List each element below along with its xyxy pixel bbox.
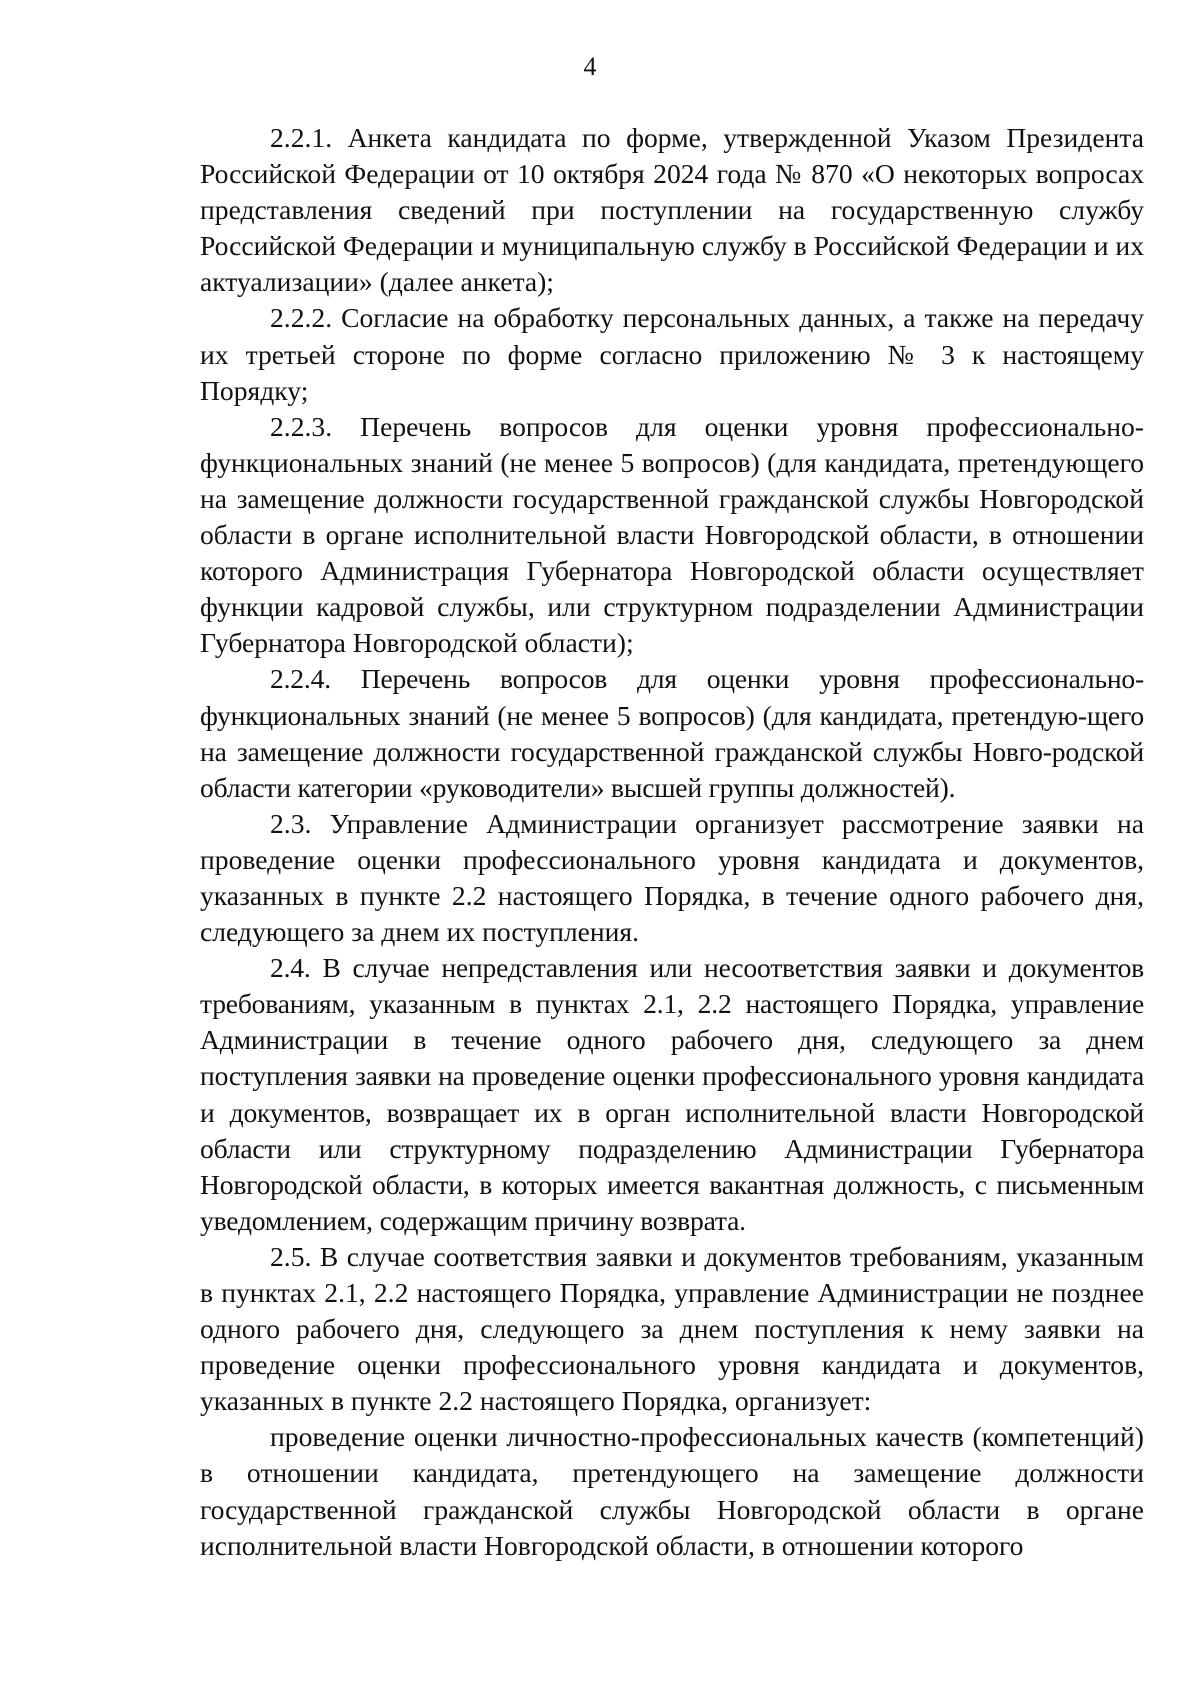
paragraph-2-5: 2.5. В случае соответствия заявки и документов требованиям, указанным в пунктах 2.1, 2.2 настоящего Порядка, управление Администрации не позднее одного рабочего дня, следующего за днем поступления к нему заявки на проведение оценки профессионального уровня кандидата и документов, указанных в пункте 2.2 настоящего Порядка, организует: <box>200 1240 1144 1417</box>
paragraph-2-2-3: 2.2.3. Перечень вопросов для оценки уровня профессионально-функциональных знаний (не менее 5 вопросов) (для кандидата, претендующего на замещение должности государственной гражданской службы Новгородской области в органе исполнительной власти Новгородской области, в отношении которого Администрация Губернатора Новгородской области осуществляет функции кадровой службы, или структурном подразделении Администрации Губернатора Новгородской области); <box>200 410 1144 659</box>
paragraph-2-4: 2.4. В случае непредставления или несоответствия заявки и документов требованиям, указанным в пунктах 2.1, 2.2 настоящего Порядка, управление Администрации в течение одного рабочего дня, следующего за днем поступления заявки на проведение оценки профессионального уровня кандидата и документов, возвращает их в орган исполнительной власти Новгородской области или структурному подразделению Администрации Губернатора Новгородской области, в которых имеется вакантная должность, с письменным уведомлением, содержащим причину возврата. <box>200 952 1144 1236</box>
page-number: 4 <box>583 52 597 81</box>
paragraph-2-2-2: 2.2.2. Согласие на обработку персональных данных, а также на передачу их третьей стороне по форме согласно приложению № 3 к настоящему Порядку; <box>200 302 1144 406</box>
document-body <box>200 120 1144 1564</box>
paragraph-2-2-4: 2.2.4. Перечень вопросов для оценки уровня профессионально-функциональных знаний (не менее 5 вопросов) (для кандидата, претендую-щего на замещение должности государственной гражданской службы Новго-родской области категории «руководители» высшей группы должностей). <box>200 663 1144 803</box>
paragraph-2-2-1: 2.2.1. Анкета кандидата по форме, утвержденной Указом Президента Российской Федерации от 10 октября 2024 года № 870 «О некоторых вопросах представления сведений при поступлении на государственную службу Российской Федерации и муниципальную службу в Российской Федерации и их актуализации» (далее анкета); <box>200 122 1144 298</box>
paragraph-2-3: 2.3. Управление Администрации организует рассмотрение заявки на проведение оценки профессионального уровня кандидата и документов, указанных в пункте 2.2 настоящего Порядка, в течение одного рабочего дня, следующего за днем их поступления. <box>200 807 1144 948</box>
paragraph-2-5-item: проведение оценки личностно-профессиональных качеств (компетенций) в отношении кандидата, претендующего на замещение должности государственной гражданской службы Новгородской области в органе исполнительной власти Новгородской области, в отношении которого <box>200 1421 1144 1561</box>
